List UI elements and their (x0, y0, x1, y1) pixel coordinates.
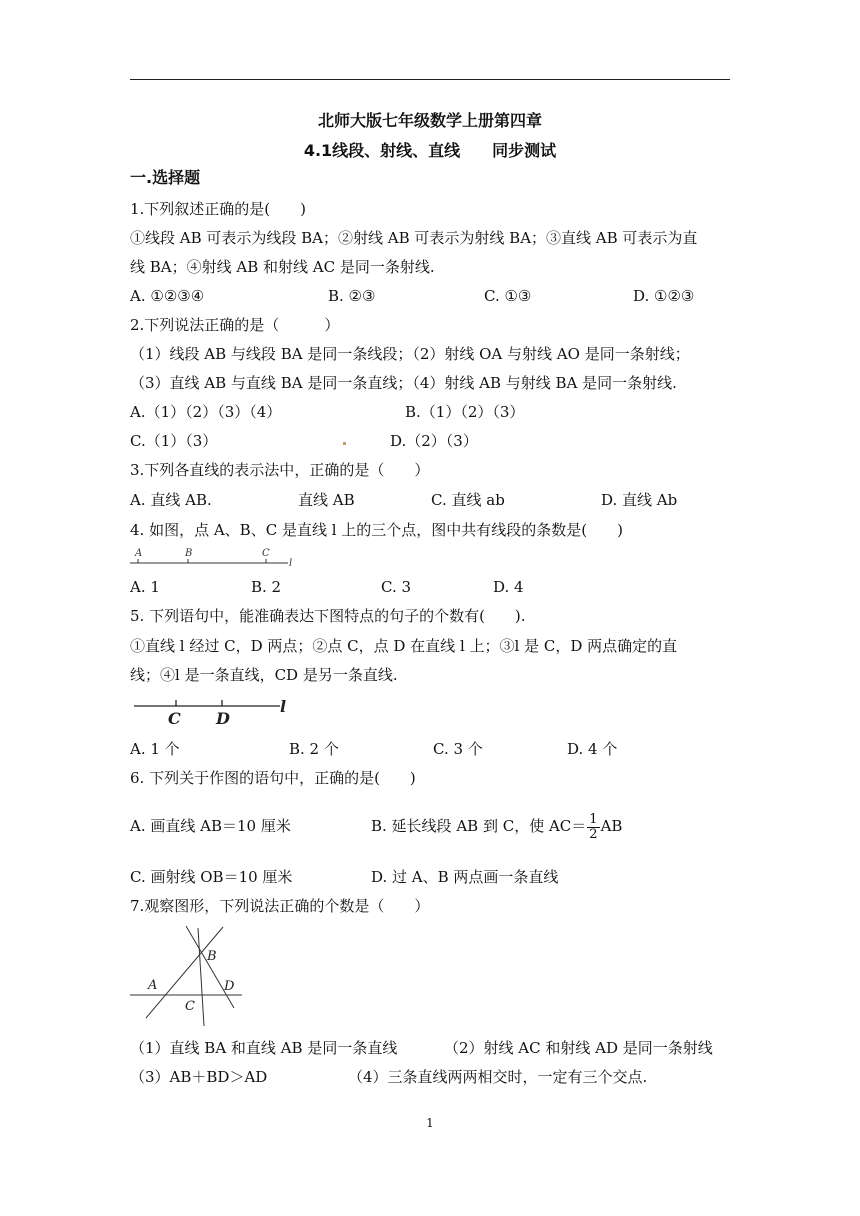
q5-body-line2: 线；④l 是一条直线，CD 是另一条直线. (130, 666, 398, 684)
q3-option-c: C. 直线 ab (431, 491, 505, 509)
q2-option-d: D.（2）（3） (390, 432, 478, 450)
label-c: C (185, 999, 195, 1014)
label-d: D (216, 709, 230, 728)
q5-option-b: B. 2 个 (289, 740, 339, 758)
q7-statements-row2 (130, 1067, 730, 1087)
label-l: l (280, 697, 287, 716)
line-bd (186, 926, 234, 1008)
q6-stem: 6. 下列关于作图的语句中，正确的是( ) (130, 769, 416, 787)
q6-option-b (371, 808, 622, 844)
q2-option-a: A.（1）（2）（3）（4） (130, 403, 282, 421)
q4-option-c: C. 3 (381, 578, 412, 596)
q5-stem: 5. 下列语句中，能准确表达下图特点的句子的个数有( ). (130, 607, 526, 625)
q4-figure (128, 545, 298, 571)
q3-stem: 3.下列各直线的表示法中，正确的是（ ） (130, 461, 430, 479)
q1-options (130, 286, 730, 306)
q6-option-d: D. 过 A、B 两点画一条直线 (371, 868, 559, 886)
q6-option-c: C. 画射线 OB＝10 厘米 (130, 868, 293, 886)
q5-option-d: D. 4 个 (567, 740, 618, 758)
header-rule (130, 79, 730, 80)
label-d: D (224, 979, 235, 994)
q1-option-b: B. ②③ (328, 287, 376, 305)
section-heading: 一.选择题 (130, 168, 201, 187)
doc-title: 北师大版七年级数学上册第四章 (317, 111, 542, 130)
label-b: B (207, 949, 217, 964)
q4-option-d: D. 4 (493, 578, 524, 596)
q1-body-line2: 线 BA；④射线 AB 和射线 AC 是同一条射线. (130, 258, 435, 276)
q4-option-a: A. 1 (130, 578, 160, 596)
q2-stem: 2.下列说法正确的是（ ） (130, 316, 340, 334)
q7-statement-2: （2）射线 AC 和射线 AD 是同一条射线 (444, 1039, 713, 1057)
fraction-denominator: 2 (589, 826, 598, 842)
label-a: A (148, 978, 158, 993)
q3-option-b: 直线 AB (298, 491, 355, 509)
q1-option-c: C. ①③ (484, 287, 532, 305)
line-bc (198, 928, 204, 1026)
label-c: C (262, 548, 270, 559)
q7-statements-row1 (130, 1038, 730, 1058)
q1-option-d: D. ①②③ (633, 287, 695, 305)
q2-options-row2 (130, 431, 730, 451)
label-a: A (135, 548, 143, 559)
q1-body-line1: ①线段 AB 可表示为线段 BA；②射线 AB 可表示为射线 BA；③直线 AB 可表示为直 (130, 229, 698, 247)
q2-body-line2: （3）直线 AB 与直线 BA 是同一条直线；（4）射线 AB 与射线 BA 是同一条射线. (130, 374, 677, 392)
q7-statement-3: （3）AB＋BD＞AD (130, 1068, 268, 1086)
q4-option-b: B. 2 (251, 578, 282, 596)
q2-option-c: C.（1）（3） (130, 432, 218, 450)
page-number: 1 (426, 1116, 434, 1130)
q7-statement-4: （4）三条直线两两相交时，一定有三个交点. (348, 1068, 648, 1086)
q4-options (130, 577, 730, 597)
q6-option-a: A. 画直线 AB＝10 厘米 (130, 817, 291, 835)
q4-stem: 4. 如图，点 A、B、C 是直线 l 上的三个点，图中共有线段的条数是( ) (130, 521, 623, 539)
q5-option-c: C. 3 个 (433, 740, 483, 758)
q2-options-row1 (130, 402, 730, 422)
q3-option-a: A. 直线 AB. (130, 491, 212, 509)
label-b: B (185, 548, 193, 559)
q6-option-b-text: B. 延长线段 AB 到 C，使 AC＝ (371, 817, 587, 835)
q5-option-a: A. 1 个 (130, 740, 180, 758)
q1-stem: 1.下列叙述正确的是( ) (130, 200, 307, 218)
q2-body-line1: （1）线段 AB 与线段 BA 是同一条线段；（2）射线 OA 与射线 AO 是同一条射线； (130, 345, 690, 363)
fraction-one-half (587, 813, 599, 842)
q7-statement-1: （1）直线 BA 和直线 AB 是同一条直线 (130, 1039, 398, 1057)
label-c: C (168, 709, 181, 728)
label-l: l (289, 558, 293, 569)
q3-options (130, 490, 730, 510)
q5-figure (132, 694, 302, 728)
q2-option-b: B.（1）（2）（3） (405, 403, 525, 421)
q6-options-row2 (130, 867, 730, 887)
fraction-numerator: 1 (589, 811, 598, 827)
q1-option-a: A. ①②③④ (130, 287, 205, 305)
stray-dot (343, 442, 346, 445)
doc-subtitle: 4.1线段、射线、直线 同步测试 (303, 141, 557, 160)
q7-figure (128, 924, 248, 1030)
q3-option-d: D. 直线 Ab (601, 491, 678, 509)
q6-option-b-tail: AB (600, 817, 623, 835)
q6-options-row1 (130, 811, 730, 842)
q5-body-line1: ①直线 l 经过 C，D 两点；②点 C，点 D 在直线 l 上；③l 是 C，D 两点确定的直 (130, 637, 678, 655)
q5-options (130, 739, 730, 759)
q7-stem: 7.观察图形，下列说法正确的个数是（ ） (130, 897, 430, 915)
